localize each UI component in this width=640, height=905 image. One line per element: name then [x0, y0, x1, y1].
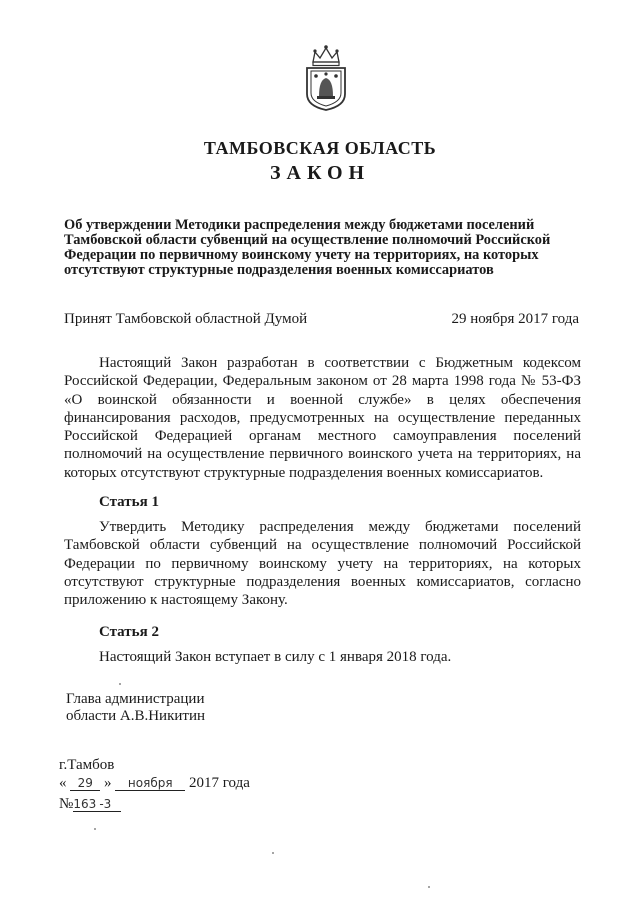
article-1-body — [64, 518, 581, 609]
signing-date — [59, 775, 250, 792]
adopted-by: Принят Тамбовской областной Думой — [64, 311, 308, 327]
date-open-quote: « — [59, 775, 67, 791]
article-2-body: Настоящий Закон вступает в силу с 1 января 2018 года. — [99, 649, 452, 665]
subject-line: Об утверждении Методики распределения между бюджетами поселений — [64, 217, 535, 233]
law-subject — [64, 218, 579, 278]
signatory-name: области А.В.Никитин — [66, 708, 206, 724]
article-line: отсутствуют структурные подразделения военных комиссариатов, согласно — [64, 573, 581, 590]
article-line: Тамбовской области субвенций на осуществление полномочий Российской — [64, 537, 581, 554]
preamble-line: финансирования расходов, предусмотренных на осуществление переданных — [64, 409, 581, 426]
scan-speck — [272, 852, 274, 854]
scan-speck — [428, 886, 430, 888]
article-line: приложению к настоящему Закону. — [64, 592, 288, 609]
article-line: Федерации по первичному воинскому учету на территориях, на которых — [64, 555, 581, 572]
subject-line: отсутствуют структурные подразделения военных комиссариатов — [64, 262, 494, 278]
coat-of-arms-icon — [303, 44, 349, 112]
date-month: ноября — [115, 776, 185, 791]
article-line: Утвердить Методику распределения между бюджетами поселений — [99, 519, 581, 535]
subject-line: Федерации по первичному воинскому учету на территориях, на которых — [64, 247, 539, 263]
place: г.Тамбов — [59, 757, 115, 773]
preamble-line: полномочий на осуществление первичного воинского учета на территориях, на — [64, 446, 581, 463]
article-2-title: Статья 2 — [99, 624, 159, 640]
law-number — [59, 796, 121, 813]
scan-speck — [119, 683, 121, 685]
signatory-position: Глава администрации — [66, 691, 205, 707]
subject-line: Тамбовской области субвенций на осуществление полномочий Российской — [64, 232, 551, 248]
date-close-quote: » — [104, 775, 112, 791]
preamble-line: которых отсутствуют структурные подразделения военных комиссариатов. — [64, 464, 544, 481]
preamble-line: «О воинской обязанности и военной службе» в целях обеспечения — [64, 391, 581, 408]
preamble-line: Настоящий Закон разработан в соответствии с Бюджетным кодексом — [99, 355, 581, 371]
date-year: 2017 года — [189, 775, 250, 791]
article-1-title: Статья 1 — [99, 494, 159, 510]
preamble-line: Российской Федерацией органам местного самоуправления поселений — [64, 428, 581, 445]
adopted-date: 29 ноября 2017 года — [451, 311, 579, 327]
scan-speck — [94, 828, 96, 830]
date-day: 29 — [70, 776, 100, 791]
preamble-line: Российской Федерации, Федеральным законом от 28 марта 1998 года № 53-ФЗ — [64, 373, 581, 390]
number-suffix: -3 — [99, 797, 121, 812]
region-title: ТАМБОВСКАЯ ОБЛАСТЬ — [203, 138, 437, 158]
number-prefix: № — [59, 796, 74, 812]
number-value: 163 — [73, 797, 99, 812]
document-type-title: ЗАКОН — [269, 162, 371, 184]
preamble — [64, 354, 581, 482]
